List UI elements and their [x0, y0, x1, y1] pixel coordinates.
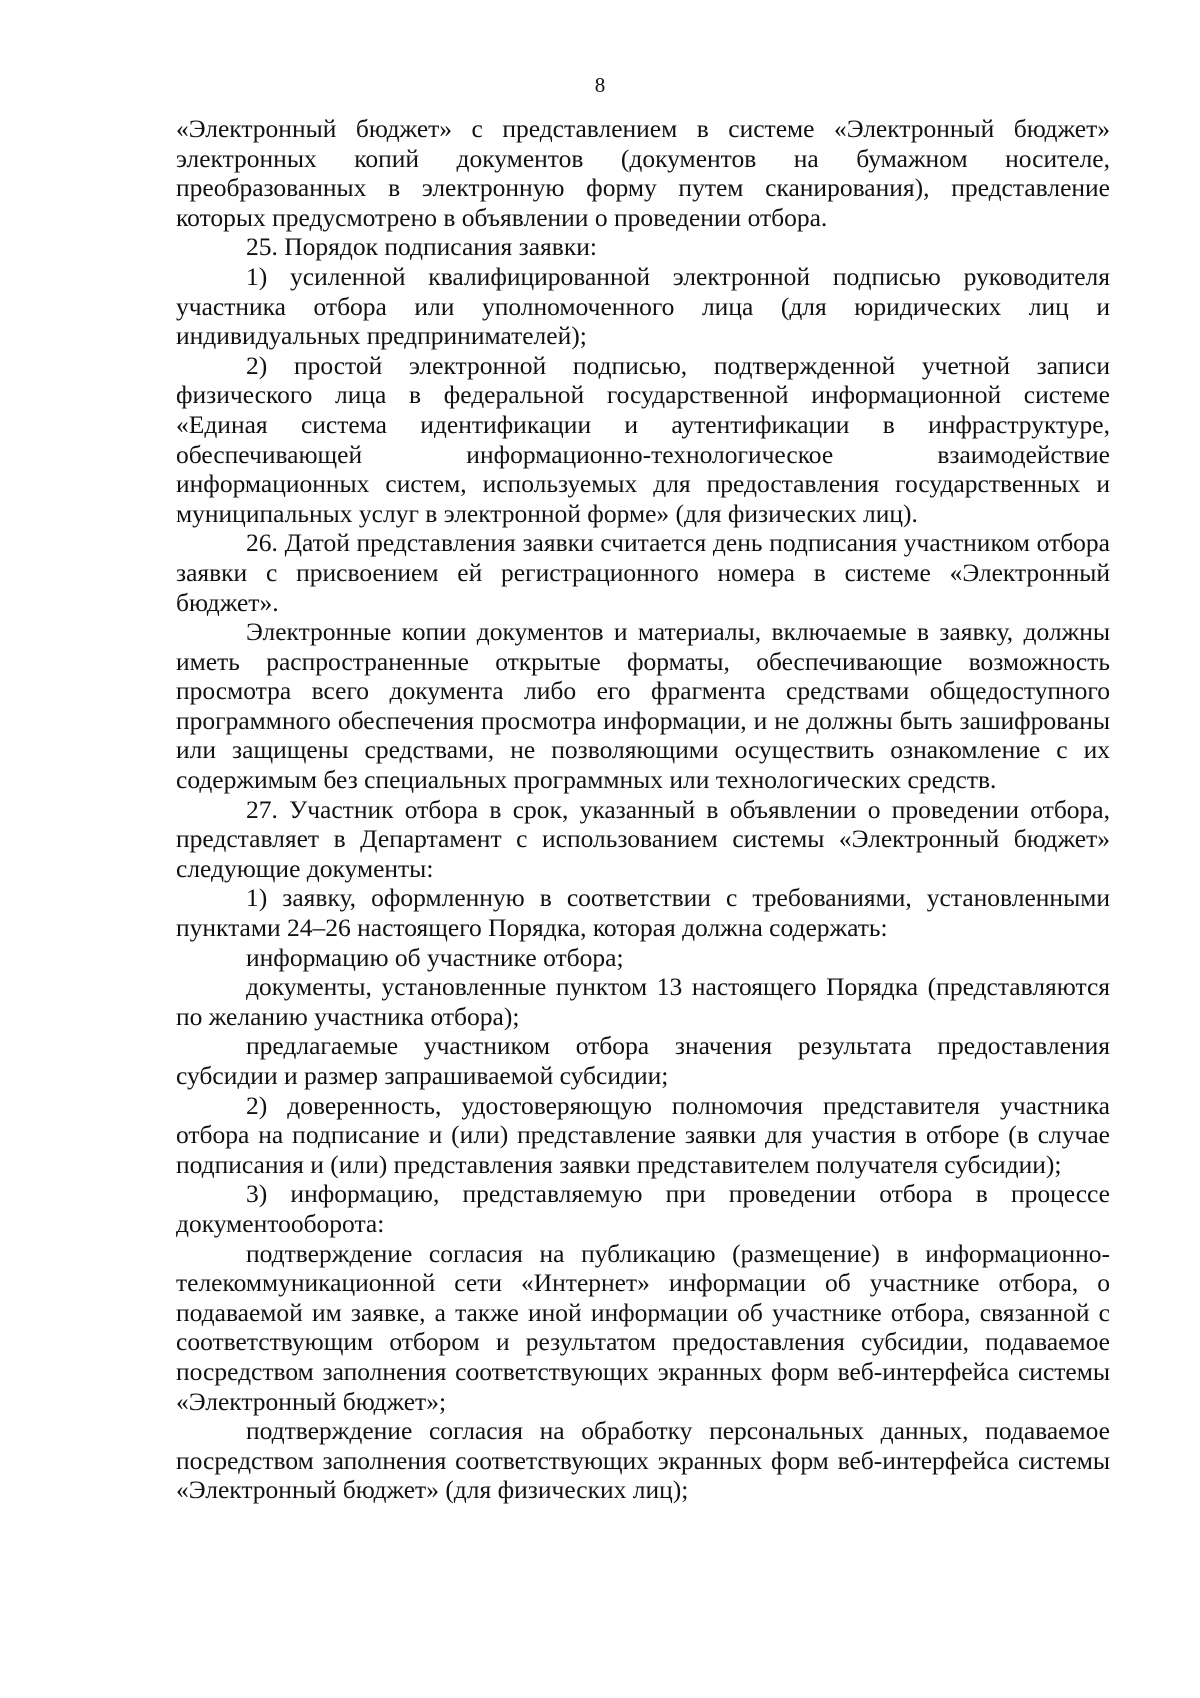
paragraph-item-27: 27. Участник отбора в срок, указанный в объявлении о проведении отбора, представляет в Департамент с использованием системы «Электронный бюджет» следующие документы:	[176, 794, 1110, 883]
paragraph-27-1-info: информацию об участнике отбора;	[246, 942, 624, 972]
paragraph-27-2: 2) доверенность, удостоверяющую полномочия представителя участника отбора на подписание и (или) представление заявки для участия в отборе (в случае подписания и (или) представления заявки представителем получателя субсидии);	[176, 1090, 1110, 1179]
paragraph-25-1: 1) усиленной квалифицированной электронной подписью руководителя участника отбора или уполномоченного лица (для юридических лиц и индивидуальных предпринимателей);	[176, 261, 1110, 351]
paragraph-27-1: 1) заявку, оформленную в соответствии с требованиями, установленными пунктами 24–26 настоящего Порядка, которая должна содержать:	[176, 883, 1110, 943]
paragraph-27-3: 3) информацию, представляемую при проведении отбора в процессе документооборота:	[176, 1179, 1110, 1238]
paragraph-27-1-docs: документы, установленные пунктом 13 настоящего Порядка (представляются по желанию участника отбора);	[176, 972, 1110, 1031]
paragraph-27-1-values: предлагаемые участником отбора значения результата предоставления субсидии и размер запрашиваемой субсидии;	[176, 1031, 1110, 1090]
document-body	[176, 114, 1110, 1505]
paragraph-27-3-personal-data-consent: подтверждение согласия на обработку персональных данных, подаваемое посредством заполнения соответствующих экранных форм веб-интерфейса системы «Электронный бюджет» (для физических лиц);	[176, 1416, 1110, 1505]
paragraph-item-26: 26. Датой представления заявки считается день подписания участником отбора заявки с присвоением ей регистрационного номера в системе «Электронный бюджет».	[176, 528, 1110, 617]
paragraph-25-2: 2) простой электронной подписью, подтвержденной учетной записи физического лица в федеральной государственной информационной системе «Единая система идентификации и аутентификации в инфраструктуре, обеспечивающей информационно-технологическое взаимодействие информационных систем, используемых для предоставления государственных и муниципальных услуг в электронной форме» (для физических лиц).	[176, 350, 1110, 528]
page-number: 8	[594, 73, 606, 97]
paragraph-electronic-copies: Электронные копии документов и материалы, включаемые в заявку, должны иметь распространенные открытые форматы, обеспечивающие возможность просмотра всего документа либо его фрагмента средствами общедоступного программного обеспечения просмотра информации, и не должны быть зашифрованы или защищены средствами, не позволяющими осуществить ознакомление с их содержимым без специальных программных или технологических средств.	[176, 617, 1110, 795]
paragraph-27-3-publication-consent: подтверждение согласия на публикацию (размещение) в информационно-телекоммуникационной сети «Интернет» информации об участнике отбора, о подаваемой им заявке, а также иной информации об участнике отбора, связанной с соответствующим отбором и результатом предоставления субсидии, подаваемое посредством заполнения соответствующих экранных форм веб-интерфейса системы «Электронный бюджет»;	[176, 1238, 1110, 1416]
paragraph-continuation: «Электронный бюджет» с представлением в системе «Электронный бюджет» электронных копий документов (документов на бумажном носителе, преобразованных в электронную форму путем сканирования), представление которых предусмотрено в объявлении о проведении отбора.	[176, 114, 1110, 232]
paragraph-item-25: 25. Порядок подписания заявки:	[246, 232, 597, 262]
